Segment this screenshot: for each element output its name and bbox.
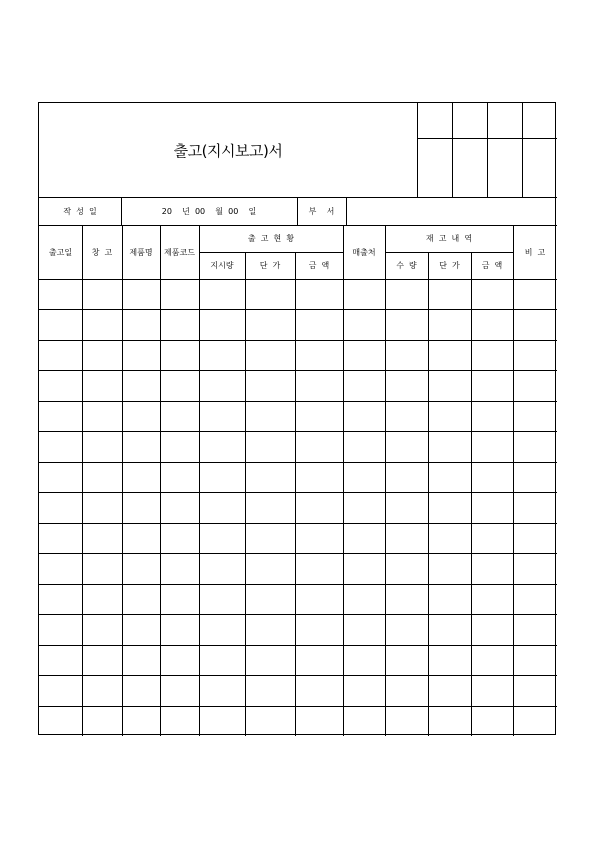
- table-row-line: [39, 370, 557, 371]
- column-divider: [199, 225, 200, 736]
- header-unit-price: 단 가: [259, 261, 281, 270]
- table-row-line: [39, 614, 557, 615]
- header-sub-line: [199, 252, 343, 253]
- header-product-name: 제품명: [129, 247, 153, 257]
- header-amount: 금 액: [308, 261, 330, 270]
- header-qty: 수 량: [396, 261, 417, 270]
- table-row-line: [39, 309, 557, 310]
- header-vendor: 매출처: [352, 247, 376, 257]
- table-row-line: [39, 401, 557, 402]
- dept-value[interactable]: [346, 197, 557, 225]
- approval-row-divider: [417, 138, 557, 139]
- approval-divider: [522, 103, 523, 197]
- column-divider: [428, 279, 429, 736]
- column-divider: [160, 225, 161, 736]
- header-bottom-line: [39, 279, 557, 280]
- header-instructed-qty: 지시량: [210, 261, 234, 270]
- table-row-line: [39, 492, 557, 493]
- table-row-line: [39, 340, 557, 341]
- header-sub-divider: [295, 252, 296, 279]
- column-divider: [122, 225, 123, 736]
- approval-box-border: [417, 103, 418, 197]
- header-sub-divider: [428, 252, 429, 279]
- table-row-line: [39, 706, 557, 707]
- table-row-line: [39, 523, 557, 524]
- table-row-line: [39, 675, 557, 676]
- document-title: 출고(지시보고)서: [173, 141, 283, 160]
- date-label: 작 성 일: [63, 206, 97, 216]
- header-shipment-status: 출 고 현 황: [247, 234, 295, 243]
- header-product-code: 제품코드: [164, 247, 195, 257]
- column-divider: [343, 225, 344, 736]
- date-value[interactable]: 20 년 00 월 00 일: [161, 206, 257, 216]
- table-row-line: [39, 462, 557, 463]
- header-ship-date: 출고일: [48, 247, 73, 257]
- shipment-report-form: [38, 102, 556, 735]
- header-inv-amount: 금 액: [481, 261, 503, 270]
- header-inv-unit-price: 단 가: [439, 261, 460, 270]
- column-divider: [471, 279, 472, 736]
- column-divider: [245, 279, 246, 736]
- column-divider: [385, 225, 386, 736]
- dept-label: 부 서: [308, 206, 335, 216]
- header-sub-divider: [471, 252, 472, 279]
- header-remarks: 비 고: [524, 247, 546, 257]
- table-row-line: [39, 645, 557, 646]
- header-sub-divider: [245, 252, 246, 279]
- column-divider: [82, 225, 83, 736]
- header-warehouse: 창 고: [91, 247, 113, 257]
- table-row-line: [39, 553, 557, 554]
- column-divider: [295, 279, 296, 736]
- header-inventory-detail: 재 고 내 역: [425, 234, 473, 243]
- table-row-line: [39, 431, 557, 432]
- approval-divider: [452, 103, 453, 197]
- header-sub-line: [385, 252, 513, 253]
- table-row-line: [39, 584, 557, 585]
- approval-divider: [487, 103, 488, 197]
- column-divider: [513, 225, 514, 736]
